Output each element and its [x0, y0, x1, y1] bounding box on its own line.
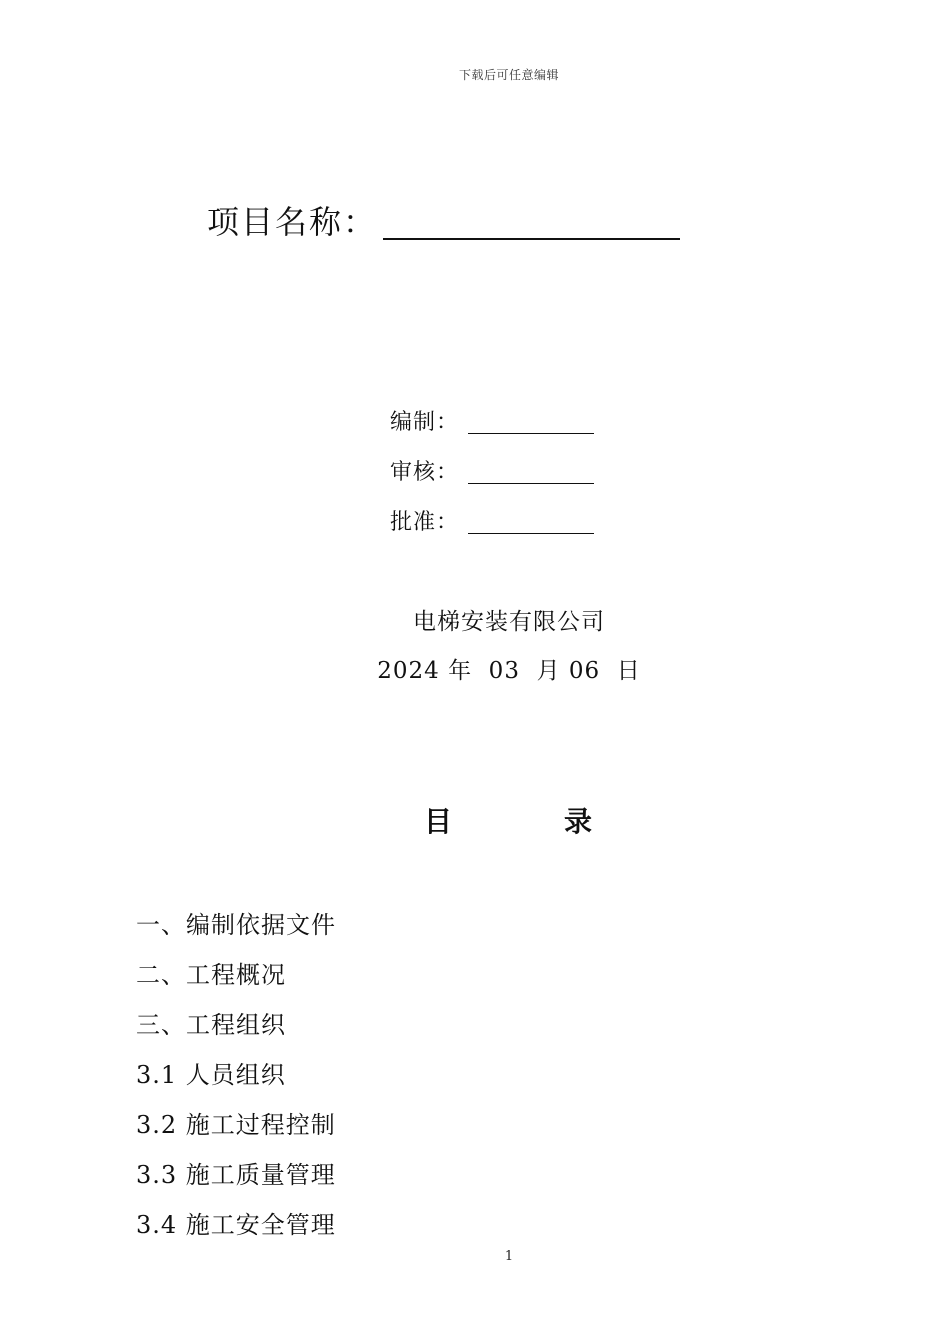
toc-title — [424, 800, 592, 840]
page-number: 1 — [504, 1249, 514, 1264]
toc-list — [136, 900, 336, 1250]
project-name-label: 项目名称： — [207, 203, 378, 241]
toc-item: 3.4 施工安全管理 — [136, 1211, 336, 1239]
toc-item: 3.3 施工质量管理 — [136, 1161, 336, 1189]
header-note: 下载后可任意编辑 — [458, 68, 559, 82]
signature-block — [390, 404, 594, 554]
reviewed-by-blank — [468, 483, 594, 484]
sign-row-reviewed — [390, 454, 594, 488]
toc-item: 3.1 人员组织 — [136, 1061, 286, 1089]
sign-row-prepared — [390, 404, 594, 438]
document-date: 2024 年 03 月 06 日 — [377, 658, 641, 684]
approved-by-blank — [468, 533, 594, 534]
sign-row-approved — [390, 504, 594, 538]
toc-title-right: 录 — [564, 805, 593, 838]
toc-item: 三、工程组织 — [136, 1011, 286, 1039]
toc-item: 一、编制依据文件 — [136, 911, 336, 939]
reviewed-by-label: 审核： — [390, 460, 460, 485]
prepared-by-blank — [468, 433, 594, 434]
toc-title-left: 目 — [424, 805, 453, 838]
project-name-row — [207, 200, 680, 244]
project-name-blank — [383, 238, 680, 240]
toc-item: 二、工程概况 — [136, 961, 286, 989]
approved-by-label: 批准： — [390, 510, 460, 535]
prepared-by-label: 编制： — [390, 410, 460, 435]
company-name: 电梯安装有限公司 — [413, 609, 605, 635]
toc-item: 3.2 施工过程控制 — [136, 1111, 336, 1139]
